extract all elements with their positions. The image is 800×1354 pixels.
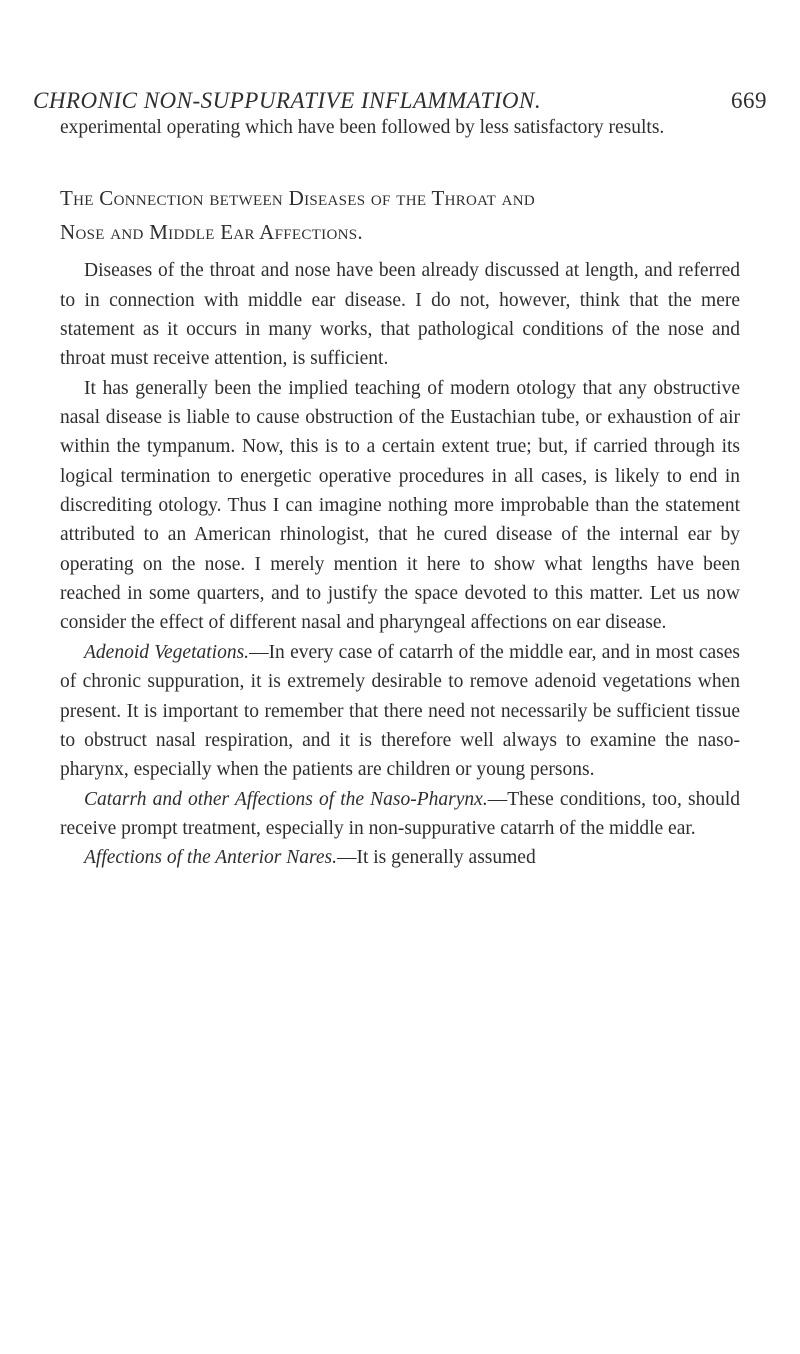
paragraph-anterior-nares (60, 843, 740, 872)
section-heading-line-1: The Connection between Diseases of the Throat and (60, 186, 536, 211)
run-in-heading: Catarrh and other Affections of the Naso-Pharynx. (84, 788, 488, 810)
run-in-heading: Affections of the Anterior Nares. (84, 847, 337, 869)
page-number: 669 (731, 88, 767, 113)
run-in-heading: Adenoid Vegetations. (84, 641, 250, 663)
paragraph-adenoid-vegetations (60, 638, 740, 785)
section-heading-line-2: Nose and Middle Ear Affections. (60, 220, 363, 245)
paragraph-naso-pharynx (60, 785, 740, 844)
paragraph: Diseases of the throat and nose have been already discussed at length, and referred to in connection with middle ear disease. I do not, however, think that the mere statement as it occurs in many works, that pathological conditions of the nose and throat must receive attention, is sufficient. (60, 260, 740, 370)
paragraph-text: —These conditions, too, should receive prompt treatment, especially in non-suppurative catarrh of the middle ear. (60, 788, 741, 839)
paragraph-text: —In every case of catarrh of the middle ear, and in most cases of chronic suppuration, it is extremely desirable to remove adenoid vegetations when present. It is important to remember that there need not necessarily be sufficient tissue to obstruct nasal respiration, and it is therefore well always to examine the naso-pharynx, especially when the patients are children or young persons. (60, 641, 741, 781)
paragraph-text: —It is generally assumed (336, 847, 536, 869)
paragraph-continuation: experimental operating which have been followed by less satisfactory results. (60, 117, 665, 138)
body-text (60, 113, 740, 873)
paragraph: It has generally been the implied teaching of modern otology that any obstructive nasal disease is liable to cause obstruction of the Eustachian tube, or exhaustion of air within the tympanum. Now, this is to a certain extent true; but, if carried through its logical termination to energetic operative procedures in all cases, is likely to end in discrediting otology. Thus I can imagine nothing more improbable than the statement attributed to an American rhinologist, that he cured disease of the internal ear by operating on the nose. I merely mention it here to show what lengths have been reached in some quarters, and to justify the space devoted to this matter. Let us now consider the effect of different nasal and pharyngeal affections on ear disease. (60, 377, 740, 634)
running-head-title: CHRONIC NON-SUPPURATIVE INFLAMMATION. (33, 88, 542, 113)
